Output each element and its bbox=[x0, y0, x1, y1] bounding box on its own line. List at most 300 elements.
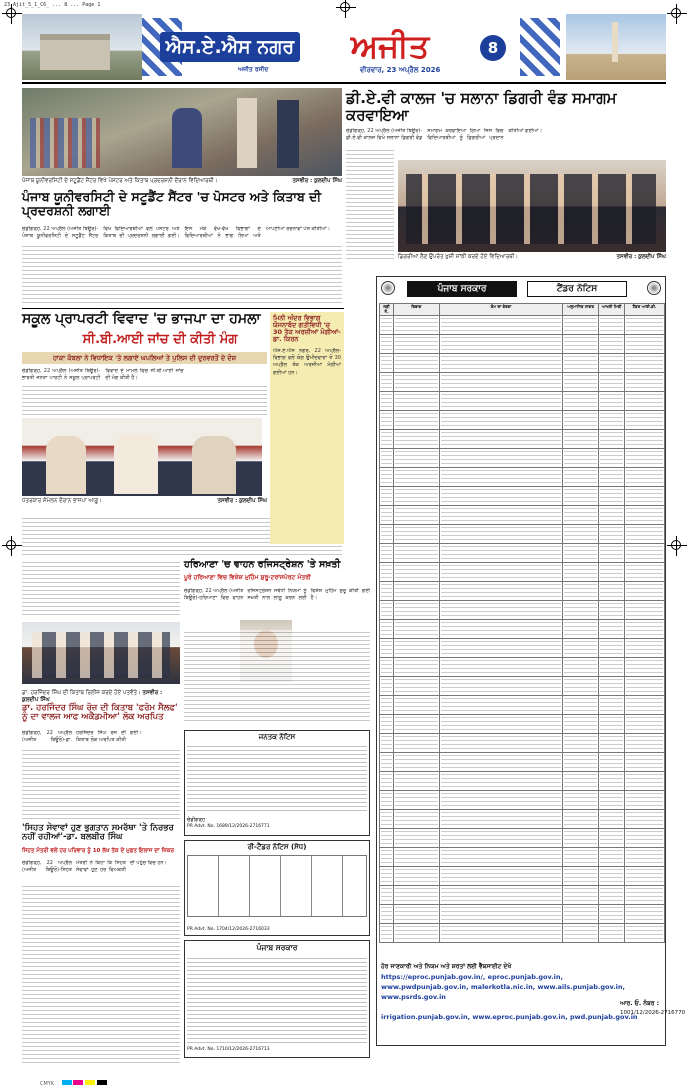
punjab-emblem-icon bbox=[647, 281, 661, 295]
tender-table-row bbox=[380, 335, 665, 354]
crop-mark-icon bbox=[6, 540, 16, 550]
person-shape bbox=[192, 436, 236, 494]
tender-table-cell bbox=[393, 677, 439, 696]
tender-table-cell bbox=[563, 487, 599, 506]
print-registration-strip bbox=[0, 1078, 687, 1089]
tender-table-cell bbox=[625, 316, 665, 335]
tender-table-cell bbox=[380, 392, 394, 411]
graduates-shape bbox=[406, 174, 656, 244]
tender-table bbox=[379, 303, 665, 943]
tender-table-cell bbox=[393, 753, 439, 772]
tender-table-cell bbox=[393, 582, 439, 601]
tender-table-cell bbox=[599, 335, 625, 354]
tender-table-cell bbox=[439, 791, 562, 810]
tender-table-cell bbox=[439, 924, 562, 943]
tender-table-cell bbox=[393, 620, 439, 639]
tender-table-cell bbox=[380, 335, 394, 354]
person-shape bbox=[172, 108, 202, 168]
tender-table-cell bbox=[439, 715, 562, 734]
tender-table-cell bbox=[439, 430, 562, 449]
story2-caption-text: ਡਿਗਰੀਆਂ ਲੈਣ ਉਪਰੰਤ ਖੁਸ਼ੀ ਸਾਂਝੀ ਕਰਦੇ ਹੋਏ ਵਿਦਿਆਰਥੀ। bbox=[398, 254, 519, 260]
tender-table-cell bbox=[439, 620, 562, 639]
tender-table-cell bbox=[563, 696, 599, 715]
section-divider bbox=[22, 308, 344, 309]
tender-table-cell bbox=[625, 544, 665, 563]
public-notice-place: ਚੰਡੀਗੜ੍ਹ bbox=[187, 817, 205, 823]
tender-table-cell bbox=[380, 468, 394, 487]
story2-credit: ਤਸਵੀਰ : ਕੁਲਦੀਪ ਸਿੰਘ bbox=[616, 254, 666, 260]
story2-body-lines bbox=[346, 148, 394, 260]
tender-table-cell bbox=[380, 734, 394, 753]
tender-table-cell bbox=[563, 658, 599, 677]
tender-table-cell bbox=[625, 791, 665, 810]
tender-table-cell bbox=[380, 886, 394, 905]
tender-table-cell bbox=[563, 544, 599, 563]
story5-lead-lines bbox=[22, 560, 180, 618]
public-notice-title: ਜਨਤਕ ਨੋਟਿਸ bbox=[258, 733, 296, 741]
public-notice-text bbox=[187, 744, 367, 814]
tender-table-cell bbox=[625, 430, 665, 449]
tender-table-cell bbox=[380, 430, 394, 449]
story4-body-lines bbox=[184, 630, 370, 722]
tender-table-cell bbox=[625, 867, 665, 886]
story2-headline: ਡੀ.ਏ.ਵੀ ਕਾਲਜ 'ਚ ਸਲਾਨਾ ਡਿਗਰੀ ਵੰਡ ਸਮਾਗਮ ਕਰਵਾਇਆ bbox=[346, 89, 617, 124]
tender-table-row bbox=[380, 772, 665, 791]
tender-table-cell bbox=[599, 924, 625, 943]
tender-table-row bbox=[380, 506, 665, 525]
tender-table-cell bbox=[599, 620, 625, 639]
tender-table-cell bbox=[393, 886, 439, 905]
tender-table-cell bbox=[393, 810, 439, 829]
story3-body: ਚੰਡੀਗੜ੍ਹ, 22 ਅਪ੍ਰੈਲ (ਅਜੀਤ ਬਿਊਰੋ)-ਭਾਰਤੀ ਜਨਤਾ ਪਾਰਟੀ ਨੇ ਸਕੂਲ ਪ੍ਰਾਪਰਟੀ ਵਿਵਾਦ ਦੇ ਮਾਮਲੇ ਵਿਚ ਸੀ.ਬੀ.ਆਈ ਜਾਂਚ ਦੀ ਮੰਗ ਕੀਤੀ ਹੈ। bbox=[22, 368, 184, 382]
tender-table-cell bbox=[625, 639, 665, 658]
col-cost: ਅਨੁਮਾਨਿਤ ਲਾਗਤ bbox=[563, 304, 599, 316]
tender-table-row bbox=[380, 392, 665, 411]
tender-table-row bbox=[380, 867, 665, 886]
punjab-govt-notice-title: ਪੰਜਾਬ ਸਰਕਾਰ bbox=[256, 943, 298, 952]
tender-table-cell bbox=[380, 753, 394, 772]
tender-table-cell bbox=[599, 430, 625, 449]
magenta-swatch bbox=[73, 1080, 83, 1085]
tender-table-row bbox=[380, 696, 665, 715]
tender-table-cell bbox=[393, 601, 439, 620]
tender-table-cell bbox=[380, 867, 394, 886]
tender-table-cell bbox=[393, 525, 439, 544]
tender-table-cell bbox=[380, 525, 394, 544]
tender-table-cell bbox=[380, 506, 394, 525]
tender-table-cell bbox=[599, 905, 625, 924]
story1-body-lines bbox=[22, 244, 342, 306]
yellow-swatch bbox=[85, 1080, 95, 1085]
tender-table-cell bbox=[439, 449, 562, 468]
tender-table-cell bbox=[439, 487, 562, 506]
tender-table-cell bbox=[599, 316, 625, 335]
masthead-rule bbox=[22, 82, 666, 84]
tender-table-cell bbox=[599, 867, 625, 886]
tender-table-cell bbox=[439, 734, 562, 753]
tender-table-cell bbox=[380, 848, 394, 867]
tender-table-cell bbox=[380, 487, 394, 506]
crop-mark-icon bbox=[671, 540, 681, 550]
tender-table-row bbox=[380, 924, 665, 943]
tender-table-row bbox=[380, 848, 665, 867]
tender-table-cell bbox=[393, 867, 439, 886]
tender-table-cell bbox=[625, 449, 665, 468]
public-notice-ref: PR Advt. No. 1689/12/2026-2716771 bbox=[187, 824, 270, 829]
tender-table-cell bbox=[380, 905, 394, 924]
print-info-line: 23_Ajit_5_1_C6_ ... 8 ... Page 1 bbox=[4, 2, 101, 8]
tender-table-cell bbox=[599, 525, 625, 544]
tender-table-row bbox=[380, 411, 665, 430]
story3-caption-text: ਪੱਤਰਕਾਰ ਸੰਮੇਲਨ ਦੌਰਾਨ ਭਾਜਪਾ ਆਗੂ। bbox=[22, 498, 102, 504]
tender-table-cell bbox=[599, 715, 625, 734]
tender-table-cell bbox=[380, 449, 394, 468]
tender-table-cell bbox=[625, 582, 665, 601]
tender-table-cell bbox=[625, 696, 665, 715]
tender-table-cell bbox=[393, 696, 439, 715]
tender-table-row bbox=[380, 753, 665, 772]
tender-table-cell bbox=[393, 392, 439, 411]
tender-table-cell bbox=[439, 886, 562, 905]
edition-date: ਵੀਰਵਾਰ, 23 ਅਪ੍ਰੈਲ 2026 bbox=[360, 66, 441, 74]
tender-table-row bbox=[380, 639, 665, 658]
tender-table-cell bbox=[563, 848, 599, 867]
tender-table-cell bbox=[563, 677, 599, 696]
tender-table-cell bbox=[625, 601, 665, 620]
tender-table-cell bbox=[599, 544, 625, 563]
tender-table-cell bbox=[380, 544, 394, 563]
tender-table-cell bbox=[393, 924, 439, 943]
story2-caption bbox=[398, 254, 666, 261]
tender-table-cell bbox=[599, 791, 625, 810]
tender-table-cell bbox=[439, 316, 562, 335]
tender-table-cell bbox=[563, 924, 599, 943]
tender-table-row bbox=[380, 563, 665, 582]
tender-notice bbox=[376, 276, 666, 1046]
tender-table-cell bbox=[393, 487, 439, 506]
tender-table-row bbox=[380, 620, 665, 639]
col-serial: ਲੜੀ ਨੰ. bbox=[380, 304, 394, 316]
tender-table-cell bbox=[380, 373, 394, 392]
tender-link-2[interactable]: www.pwdpunjab.gov.in, malerkotla.nic.in, www.ails.punjab.gov.in, bbox=[381, 983, 625, 991]
story1-caption-text: ਪੰਜਾਬ ਯੂਨੀਵਰਸਿਟੀ ਦੇ ਸਟੂਡੈਂਟ ਸੈਂਟਰ ਵਿਖੇ ਪੋਸਟਰ ਅਤੇ ਕਿਤਾਬ ਪ੍ਰਦਰਸ਼ਨੀ ਦੌਰਾਨ ਵਿਦਿਆਰਥੀ। bbox=[22, 178, 218, 184]
tender-table-cell bbox=[563, 772, 599, 791]
tender-table-cell bbox=[563, 620, 599, 639]
tender-table-cell bbox=[599, 639, 625, 658]
story1-credit: ਤਸਵੀਰ : ਕੁਲਦੀਪ ਸਿੰਘ bbox=[292, 178, 342, 184]
tender-table-cell bbox=[563, 734, 599, 753]
tender-table-cell bbox=[563, 335, 599, 354]
story4-body: ਚੰਡੀਗੜ੍ਹ, 22 ਅਪ੍ਰੈਲ (ਅਜੀਤ ਬਿਊਰੋ)-ਹਰਿਆਣਾ ਵਿਚ ਵਾਹਨ ਰਜਿਸਟ੍ਰੇਸ਼ਨ ਸਬੰਧੀ ਨਿਯਮਾਂ ਨੂੰ ਸਖ਼ਤੀ ਨਾਲ ਲਾਗੂ ਕਰਨ ਲਈ ਵਿਸ਼ੇਸ਼ ਮੁਹਿੰਮ ਸ਼ੁਰੂ ਕੀਤੀ ਗਈ ਹੈ। bbox=[184, 588, 370, 602]
tender-table-cell bbox=[599, 506, 625, 525]
tender-footer: ਹੋਰ ਜਾਣਕਾਰੀ ਅਤੇ ਨਿਯਮ ਅਤੇ ਸ਼ਰਤਾਂ ਲਈ ਵੈੱਬਸਾਈਟ ਦੇਖੋ bbox=[381, 963, 512, 970]
tender-table-cell bbox=[563, 354, 599, 373]
tender-table-cell bbox=[393, 563, 439, 582]
person-shape bbox=[46, 436, 86, 494]
retender-notice-title: ਰੀ-ਟੈਂਡਰ ਨੋਟਿਸ (ਸੋਧ) bbox=[247, 843, 307, 851]
tender-table-row bbox=[380, 677, 665, 696]
tender-table-cell bbox=[599, 601, 625, 620]
tender-table-cell bbox=[563, 411, 599, 430]
tender-table-row bbox=[380, 544, 665, 563]
tender-table-cell bbox=[380, 354, 394, 373]
col-description: ਕੰਮ ਦਾ ਵੇਰਵਾ bbox=[439, 304, 562, 316]
tender-table-cell bbox=[393, 468, 439, 487]
tender-table-cell bbox=[625, 487, 665, 506]
tender-table-cell bbox=[393, 335, 439, 354]
story3-body-lines bbox=[22, 384, 267, 416]
story5-caption-text: ਡਾ. ਹਰਜਿੰਦਰ ਸਿੰਘ ਦੀ ਕਿਤਾਬ ਰਿਲੀਜ਼ ਕਰਦੇ ਹੋਏ ਪਤਵੰਤੇ। bbox=[22, 690, 141, 696]
tender-table-cell bbox=[563, 316, 599, 335]
tender-table-cell bbox=[380, 620, 394, 639]
tender-table-cell bbox=[563, 525, 599, 544]
newspaper-logo: ਅਜੀਤ bbox=[350, 27, 430, 65]
tender-table-cell bbox=[599, 449, 625, 468]
tender-table-cell bbox=[439, 772, 562, 791]
story2-body: ਚੰਡੀਗੜ੍ਹ, 22 ਅਪ੍ਰੈਲ (ਅਜੀਤ ਬਿਊਰੋ)-ਡੀ.ਏ.ਵੀ ਕਾਲਜ ਵਿਖੇ ਸਲਾਨਾ ਡਿਗਰੀ ਵੰਡ ਸਮਾਗਮ ਕਰਵਾਇਆ ਗਿਆ ਜਿਸ ਵਿਚ ਵਿਦਿਆਰਥੀਆਂ ਨੂੰ ਡਿਗਰੀਆਂ ਪ੍ਰਦਾਨ ਕੀਤੀਆਂ ਗਈਆਂ। bbox=[346, 128, 543, 142]
tender-table-cell bbox=[599, 848, 625, 867]
tender-table-cell bbox=[599, 487, 625, 506]
story5-body-lines bbox=[22, 748, 180, 820]
tender-table-cell bbox=[625, 392, 665, 411]
tender-table-row bbox=[380, 354, 665, 373]
story5-headline: ਡਾ. ਹਰਜਿੰਦਰ ਸਿੰਘ ਰੋਜ਼ ਦੀ ਕਿਤਾਬ 'ਫਰੋਮ ਸੈਲਫ' ਨੂੰ ਦਾ ਵਾਲਜ ਆਫ ਅਕੈਡਮੀਆ' ਲੋਕ ਅਰਪਿਤ bbox=[22, 703, 178, 723]
tender-table-cell bbox=[563, 392, 599, 411]
tender-table-cell bbox=[439, 392, 562, 411]
story6-headline: 'ਸਿਹਤ ਸੇਵਾਵਾਂ ਹੁਣ ਭੁਗਤਾਨ ਸਮਰੱਥਾ 'ਤੇ ਨਿਰਭਰ ਨਹੀਂ ਰਹੀਆਂ'-ਡਾ. ਬਲਬੀਰ ਸਿੰਘ bbox=[22, 823, 174, 843]
punjab-govt-notice-text bbox=[187, 956, 367, 1044]
tender-table-row bbox=[380, 905, 665, 924]
story5-caption bbox=[22, 690, 180, 704]
tender-adv-label: ਆਰ. ਓ. ਨੰਬਰ : bbox=[620, 1000, 659, 1007]
tender-table-cell bbox=[380, 677, 394, 696]
tender-table-cell bbox=[439, 582, 562, 601]
tender-table-cell bbox=[393, 411, 439, 430]
tender-table-cell bbox=[380, 772, 394, 791]
tender-table-cell bbox=[380, 601, 394, 620]
tender-table-cell bbox=[380, 563, 394, 582]
tender-table-cell bbox=[625, 468, 665, 487]
tender-table-row bbox=[380, 582, 665, 601]
tender-table-header bbox=[380, 304, 665, 316]
story4-subhead: ਪੂਰੇ ਹਰਿਆਣਾ ਵਿਚ ਵਿਸ਼ੇਸ਼ ਮੁਹਿੰਮ ਸ਼ੁਰੂ-ਟਰਾਂਸਪੋਰਟ ਮੰਤਰੀ bbox=[184, 574, 311, 581]
col-department: ਵਿਭਾਗ bbox=[393, 304, 439, 316]
tender-table-cell bbox=[393, 829, 439, 848]
tender-table-cell bbox=[625, 886, 665, 905]
tender-table-cell bbox=[563, 791, 599, 810]
tender-table-cell bbox=[380, 316, 394, 335]
tender-table-cell bbox=[393, 905, 439, 924]
tender-table-row bbox=[380, 316, 665, 335]
tender-table-cell bbox=[625, 810, 665, 829]
tender-table-cell bbox=[625, 905, 665, 924]
tender-table-cell bbox=[625, 563, 665, 582]
edition-label: ਅਜੀਤ ਰਸੀਦ bbox=[238, 66, 269, 73]
city-title: ਐਸ.ਏ.ਐਸ ਨਗਰ bbox=[160, 32, 300, 62]
tender-table-cell bbox=[380, 810, 394, 829]
tender-table-cell bbox=[439, 829, 562, 848]
tender-table-cell bbox=[439, 753, 562, 772]
tender-table-cell bbox=[599, 411, 625, 430]
col-tender-id: ਟੈਂਡਰ ਆਈ.ਡੀ. bbox=[625, 304, 665, 316]
tender-table-cell bbox=[439, 810, 562, 829]
story1-photo bbox=[22, 88, 342, 176]
tender-table-row bbox=[380, 734, 665, 753]
person-shape bbox=[237, 98, 257, 168]
tender-table-cell bbox=[393, 449, 439, 468]
tender-table-cell bbox=[439, 848, 562, 867]
tender-table-cell bbox=[563, 886, 599, 905]
tender-table-cell bbox=[625, 506, 665, 525]
tender-govt-title: ਪੰਜਾਬ ਸਰਕਾਰ bbox=[407, 281, 517, 297]
tender-table-cell bbox=[563, 715, 599, 734]
tender-adv-ref: 1001/12/2026-2716770 bbox=[620, 1010, 686, 1016]
tender-table-cell bbox=[393, 639, 439, 658]
tender-table-cell bbox=[439, 658, 562, 677]
sidebar-box-title: ਮਿਨੀ ਅੰਦਰ ਵਿਭਾਗ ਯੋਜਨਾਬੰਦ ਗਤੀਵਿਧੀ 'ਚ 30 ਤੱਕ ਅਰਜ਼ੀਆਂ ਮੰਗੀਆਂ-ਡਾ. ਕਿਰਨ bbox=[273, 314, 341, 344]
story1-caption bbox=[22, 178, 342, 185]
tender-table-cell bbox=[563, 810, 599, 829]
tender-table-cell bbox=[439, 677, 562, 696]
masthead-photo-left bbox=[22, 14, 142, 80]
page-number: 8 bbox=[480, 35, 506, 61]
tender-table-cell bbox=[439, 639, 562, 658]
tender-table-cell bbox=[439, 696, 562, 715]
tender-table-row bbox=[380, 658, 665, 677]
tender-table-cell bbox=[599, 354, 625, 373]
tender-table-cell bbox=[380, 658, 394, 677]
tender-table-cell bbox=[380, 791, 394, 810]
tender-table-cell bbox=[599, 468, 625, 487]
tender-table-cell bbox=[439, 544, 562, 563]
crop-mark-icon bbox=[6, 8, 16, 18]
tender-table-cell bbox=[380, 715, 394, 734]
story3-photo bbox=[22, 418, 262, 496]
cyan-swatch bbox=[62, 1080, 72, 1085]
tender-table-cell bbox=[563, 582, 599, 601]
tender-table-cell bbox=[625, 354, 665, 373]
tender-table-cell bbox=[393, 848, 439, 867]
book-stall-shape bbox=[30, 118, 100, 168]
story3-headline: ਸਕੂਲ ਪ੍ਰਾਪਰਟੀ ਵਿਵਾਦ 'ਚ ਭਾਜਪਾ ਦਾ ਹਮਲਾ bbox=[22, 311, 261, 327]
public-notice bbox=[184, 730, 370, 836]
story1-body: ਚੰਡੀਗੜ੍ਹ, 22 ਅਪ੍ਰੈਲ (ਅਜੀਤ ਬਿਊਰੋ)-ਪੰਜਾਬ ਯੂਨੀਵਰਸਿਟੀ ਦੇ ਸਟੂਡੈਂਟ ਸੈਂਟਰ ਵਿਖੇ ਵਿਦਿਆਰਥੀਆਂ ਵਲੋਂ ਪੋਸਟਰ ਅਤੇ ਕਿਤਾਬ ਦੀ ਪ੍ਰਦਰਸ਼ਨੀ ਲਗਾਈ ਗਈ। ਇਸ ਮੌਕੇ ਵੱਖ-ਵੱਖ ਵਿਭਾਗਾਂ ਦੇ ਵਿਦਿਆਰਥੀਆਂ ਨੇ ਭਾਗ ਲਿਆ ਅਤੇ ਆਪਣੀਆਂ ਰਚਨਾਵਾਂ ਪੇਸ਼ ਕੀਤੀਆਂ। bbox=[22, 226, 330, 240]
tender-label: ਟੈਂਡਰ ਨੋਟਿਸ bbox=[527, 281, 627, 297]
tender-table-cell bbox=[380, 829, 394, 848]
tender-table-cell bbox=[393, 354, 439, 373]
tender-table-cell bbox=[599, 696, 625, 715]
story1-headline: ਪੰਜਾਬ ਯੂਨੀਵਰਸਿਟੀ ਦੇ ਸਟੂਡੈਂਟ ਸੈਂਟਰ 'ਚ ਪੋਸਟਰ ਅਤੇ ਕਿਤਾਬ ਦੀ ਪ੍ਰਦਰਸ਼ਨੀ ਲਗਾਈ bbox=[22, 189, 322, 218]
tender-table-cell bbox=[563, 430, 599, 449]
tender-table-cell bbox=[625, 848, 665, 867]
sidebar-box bbox=[270, 312, 344, 544]
story3-caption bbox=[22, 498, 267, 505]
tender-link-3[interactable]: www.psrds.gov.in bbox=[381, 993, 446, 1001]
tender-table-row bbox=[380, 468, 665, 487]
tender-table-cell bbox=[599, 373, 625, 392]
story6-body-lines bbox=[22, 884, 180, 1064]
tender-table-cell bbox=[380, 582, 394, 601]
tender-table-cell bbox=[439, 468, 562, 487]
tender-table-cell bbox=[439, 905, 562, 924]
tender-table-cell bbox=[563, 601, 599, 620]
tender-link-1[interactable]: https://eproc.punjab.gov.in/, eproc.punjab.gov.in, bbox=[381, 973, 563, 981]
story4-headline: ਹਰਿਆਣਾ 'ਚ ਵਾਹਨ ਰਜਿਸਟ੍ਰੇਸ਼ਨ 'ਤੇ ਸਖ਼ਤੀ bbox=[184, 559, 341, 570]
tender-table-cell bbox=[599, 772, 625, 791]
tender-table-cell bbox=[625, 772, 665, 791]
tender-table-cell bbox=[563, 563, 599, 582]
tender-table-cell bbox=[599, 810, 625, 829]
tender-table-row bbox=[380, 373, 665, 392]
retender-notice-table bbox=[187, 855, 367, 917]
story3-subhead: ਸੀ.ਬੀ.ਆਈ ਜਾਂਚ ਦੀ ਕੀਤੀ ਮੰਗ bbox=[82, 332, 238, 347]
person-shape bbox=[277, 100, 299, 168]
tender-table-row bbox=[380, 810, 665, 829]
tender-table-cell bbox=[599, 886, 625, 905]
tender-table-cell bbox=[439, 335, 562, 354]
tender-table-row bbox=[380, 829, 665, 848]
tender-table-row bbox=[380, 601, 665, 620]
tender-table-cell bbox=[393, 791, 439, 810]
story5-body: ਚੰਡੀਗੜ੍ਹ, 22 ਅਪ੍ਰੈਲ (ਅਜੀਤ ਬਿਊਰੋ)-ਡਾ. ਹਰਜਿੰਦਰ ਸਿੰਘ ਰੋਜ਼ ਦੀ ਕਿਤਾਬ ਲੋਕ ਅਰਪਿਤ ਕੀਤੀ ਗਈ। bbox=[22, 730, 142, 744]
tender-table-cell bbox=[625, 829, 665, 848]
tender-table-cell bbox=[625, 620, 665, 639]
sidebar-box-body: ਐਸ.ਏ.ਐਸ ਨਗਰ, 22 ਅਪ੍ਰੈਲ-ਵਿਭਾਗ ਵਲੋਂ ਯੋਗ ਉਮੀਦਵਾਰਾਂ ਤੋਂ 30 ਅਪ੍ਰੈਲ ਤੱਕ ਅਰਜ਼ੀਆਂ ਮੰਗੀਆਂ ਗਈਆਂ ਹਨ। bbox=[273, 347, 341, 376]
person-shape bbox=[114, 434, 158, 494]
tender-table-cell bbox=[439, 506, 562, 525]
tender-table-cell bbox=[625, 658, 665, 677]
tender-table-cell bbox=[625, 734, 665, 753]
tender-table-body bbox=[380, 316, 665, 943]
tender-table-cell bbox=[599, 829, 625, 848]
tender-table-row bbox=[380, 886, 665, 905]
tender-table-cell bbox=[393, 373, 439, 392]
retender-notice-ref: PR Advt. No. 1704/12/2026-2716033 bbox=[187, 927, 270, 932]
tender-table-cell bbox=[625, 753, 665, 772]
tender-table-row bbox=[380, 487, 665, 506]
tender-table-cell bbox=[625, 335, 665, 354]
tender-table-cell bbox=[380, 696, 394, 715]
tender-table-cell bbox=[599, 582, 625, 601]
story5-photo bbox=[22, 622, 180, 684]
tender-link-4[interactable]: irrigation.punjab.gov.in, www.eproc.punjab.gov.in, pwd.punjab.gov.in bbox=[381, 1013, 638, 1021]
tender-table-cell bbox=[380, 639, 394, 658]
tender-table-row bbox=[380, 430, 665, 449]
tender-table-cell bbox=[439, 601, 562, 620]
tender-table-cell bbox=[439, 563, 562, 582]
tender-table-cell bbox=[439, 867, 562, 886]
tender-table-cell bbox=[380, 411, 394, 430]
masthead-pattern-right bbox=[520, 18, 560, 76]
tender-table-row bbox=[380, 449, 665, 468]
tender-table-cell bbox=[439, 525, 562, 544]
crop-mark-icon bbox=[671, 8, 681, 18]
tender-table-row bbox=[380, 715, 665, 734]
tender-table-cell bbox=[599, 392, 625, 411]
tender-table-cell bbox=[563, 468, 599, 487]
tender-table-cell bbox=[563, 373, 599, 392]
tender-table-cell bbox=[625, 924, 665, 943]
tender-table-cell bbox=[563, 753, 599, 772]
tender-table-cell bbox=[563, 829, 599, 848]
tender-table-cell bbox=[439, 373, 562, 392]
story5-credit: ਤਸਵੀਰ : ਕੁਲਦੀਪ ਸਿੰਘ bbox=[22, 690, 163, 703]
group-shape bbox=[32, 632, 170, 678]
punjab-govt-notice bbox=[184, 940, 370, 1058]
tender-table-cell bbox=[599, 658, 625, 677]
tender-table-cell bbox=[563, 506, 599, 525]
tender-table-cell bbox=[563, 639, 599, 658]
